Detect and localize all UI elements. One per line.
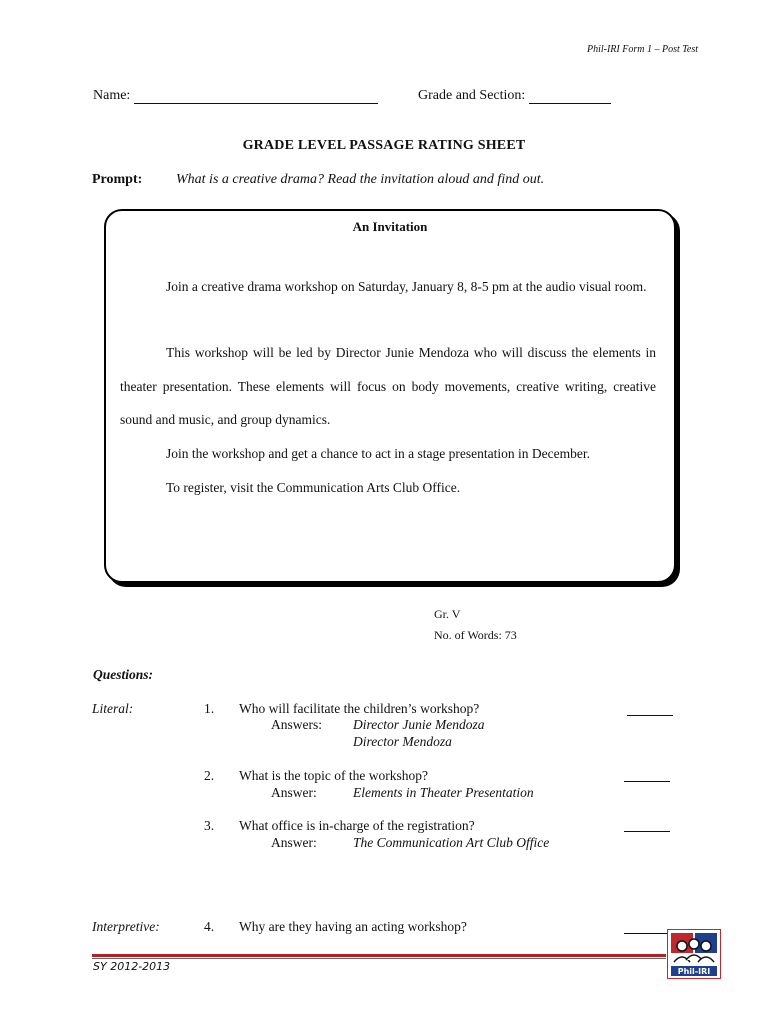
passage-paragraph: This workshop will be led by Director Junie Mendoza who will discuss the elements in theater presentation. These elements will focus on body movements, creative writing, creative sound and music, and group dynamics. xyxy=(120,345,656,427)
answer-text: Elements in Theater Presentation xyxy=(353,785,534,800)
answer-text: Director Mendoza xyxy=(353,734,452,749)
prompt-label: Prompt: xyxy=(92,172,143,187)
word-count: No. of Words: 73 xyxy=(434,628,517,642)
question-category: Interpretive: xyxy=(92,919,160,934)
passage-paragraph: Join a creative drama workshop on Saturday, January 8, 8-5 pm at the audio visual room. xyxy=(166,279,647,294)
name-label: Name: xyxy=(93,88,131,103)
answer-text: Director Junie Mendoza xyxy=(353,717,485,732)
phil-iri-logo-icon xyxy=(668,930,720,978)
question-text: Why are they having an acting workshop? xyxy=(239,919,467,934)
question-text: Who will facilitate the children’s workshop? xyxy=(239,701,480,716)
answer-text: The Communication Art Club Office xyxy=(353,835,550,850)
answer-label: Answer: xyxy=(271,835,317,850)
score-blank xyxy=(624,933,668,934)
score-blank xyxy=(627,715,673,716)
question-number: 4. xyxy=(204,919,215,934)
question-text: What office is in-charge of the registration? xyxy=(239,818,475,833)
answer-label: Answers: xyxy=(271,717,322,732)
grade-section-label: Grade and Section: xyxy=(418,88,526,103)
grade-level: Gr. V xyxy=(434,607,461,621)
passage-title: An Invitation xyxy=(352,219,428,234)
question-number: 1. xyxy=(204,701,215,716)
logo-text: Phil-IRI xyxy=(677,967,711,976)
question-number: 2. xyxy=(204,768,215,783)
answer-label: Answer: xyxy=(271,785,317,800)
grade-section-field xyxy=(418,88,611,104)
prompt-text: What is a creative drama? Read the invitation aloud and find out. xyxy=(176,172,545,187)
questions-label: Questions: xyxy=(93,667,154,682)
footer-rule-thin xyxy=(92,958,666,959)
question-text: What is the topic of the workshop? xyxy=(239,768,428,783)
name-blank xyxy=(134,89,378,104)
grade-info xyxy=(434,604,517,646)
passage-paragraph: Join the workshop and get a chance to act in a stage presentation in December. xyxy=(166,446,590,461)
phil-iri-logo xyxy=(667,929,721,979)
question-category: Literal: xyxy=(92,701,134,716)
school-year: SY 2012-2013 xyxy=(93,960,171,973)
footer-rule xyxy=(92,954,666,957)
page-title: GRADE LEVEL PASSAGE RATING SHEET xyxy=(242,138,526,153)
passage-paragraph: To register, visit the Communication Arts Club Office. xyxy=(166,480,461,495)
name-field xyxy=(93,88,378,104)
question-number: 3. xyxy=(204,818,215,833)
score-blank xyxy=(624,831,670,832)
score-blank xyxy=(624,781,670,782)
form-label: Phil-IRI Form 1 – Post Test xyxy=(586,44,698,55)
grade-section-blank xyxy=(529,89,611,104)
